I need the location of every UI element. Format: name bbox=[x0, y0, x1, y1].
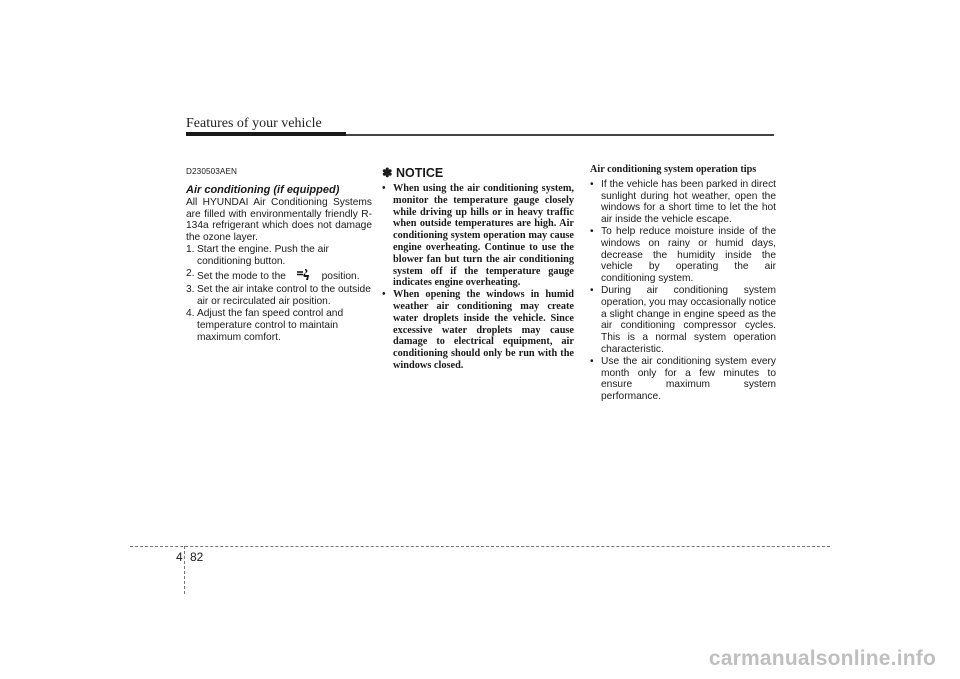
page-number: 82 bbox=[190, 550, 204, 564]
notice-list bbox=[382, 183, 574, 372]
notice-symbol-icon: ✽ bbox=[382, 166, 393, 180]
step-text: Set the mode to the bbox=[197, 270, 286, 282]
tips-heading: Air conditioning system operation tips bbox=[590, 164, 757, 175]
header-bar bbox=[186, 132, 346, 136]
section-heading: Air conditioning (if equipped) bbox=[186, 183, 340, 196]
bullet-icon: • bbox=[590, 178, 594, 190]
step-text: Start the engine. Push the air conditioning button. bbox=[197, 243, 329, 267]
column-ac-instructions bbox=[186, 166, 372, 343]
watermark: carmanualsonline.info bbox=[708, 647, 936, 670]
tip-text: Use the air conditioning system every month only for a few minutes to ensure maximum system performance. bbox=[601, 355, 776, 403]
steps-list bbox=[186, 244, 372, 343]
tips-list bbox=[590, 179, 776, 403]
section-title: Features of your vehicle bbox=[186, 116, 322, 131]
notice-heading bbox=[382, 166, 574, 180]
list-item bbox=[186, 308, 372, 343]
list-item bbox=[186, 268, 372, 285]
notice-text: When using the air conditioning system, monitor the temperature gauge closely while driving up hills or in heavy traffic when outside temperatures are high. Air conditioning system operation may cause engine overheating. Continue to use the blower fan but turn the air conditioning system off if the temperature gauge indicates engine overheating. bbox=[393, 183, 574, 289]
footer-divider bbox=[184, 546, 185, 594]
section-code: D230503AEN bbox=[186, 167, 238, 176]
step-text: position. bbox=[321, 270, 360, 282]
bullet-icon: • bbox=[590, 355, 594, 367]
tip-text: To help reduce moisture inside of the windows on rainy or humid days, decrease the humidity inside the vehicle by operating the air conditioning system. bbox=[601, 225, 776, 285]
notice-box bbox=[382, 166, 574, 372]
list-item bbox=[382, 289, 574, 372]
step-text: Adjust the fan speed control and temperature control to maintain maximum comfort. bbox=[197, 307, 344, 343]
step-text: Set the air intake control to the outside air or recirculated air position. bbox=[197, 284, 371, 308]
list-item bbox=[382, 183, 574, 289]
column-operation-tips bbox=[590, 164, 776, 403]
step-number: 3. bbox=[186, 284, 195, 296]
intro-paragraph: All HYUNDAI Air Conditioning Systems are filled with environmentally friendly R-134a refrigerant which does not damage the ozone layer. bbox=[186, 196, 372, 244]
step-number: 1. bbox=[186, 243, 195, 255]
list-item bbox=[186, 284, 372, 308]
tip-text: During air conditioning system operation, you may occasionally notice a slight change in engine speed as the air conditioning compressor cycles. This is a normal system operation characteristic. bbox=[601, 284, 776, 355]
header-rule bbox=[346, 134, 774, 136]
list-item bbox=[590, 179, 776, 226]
list-item bbox=[186, 244, 372, 268]
face-vent-icon bbox=[296, 268, 313, 285]
notice-title: NOTICE bbox=[395, 166, 444, 180]
notice-text: When opening the windows in humid weather air conditioning may create water droplets inside the vehicle. Since excessive water droplets may cause damage to electrical equipment, air conditioning should only be run with the windows closed. bbox=[393, 289, 574, 371]
list-item bbox=[590, 356, 776, 403]
bullet-icon: • bbox=[382, 183, 386, 194]
chapter-number: 4 bbox=[176, 550, 183, 564]
bullet-icon: • bbox=[590, 284, 594, 296]
list-item bbox=[590, 226, 776, 285]
step-number: 4. bbox=[186, 307, 195, 319]
footer-rule bbox=[130, 546, 830, 547]
bullet-icon: • bbox=[590, 225, 594, 237]
step-number: 2. bbox=[186, 267, 195, 279]
bullet-icon: • bbox=[382, 289, 386, 301]
list-item bbox=[590, 285, 776, 356]
tip-text: If the vehicle has been parked in direct sunlight during hot weather, open the windows for a short time to let the hot air inside the vehicle escape. bbox=[601, 178, 776, 226]
